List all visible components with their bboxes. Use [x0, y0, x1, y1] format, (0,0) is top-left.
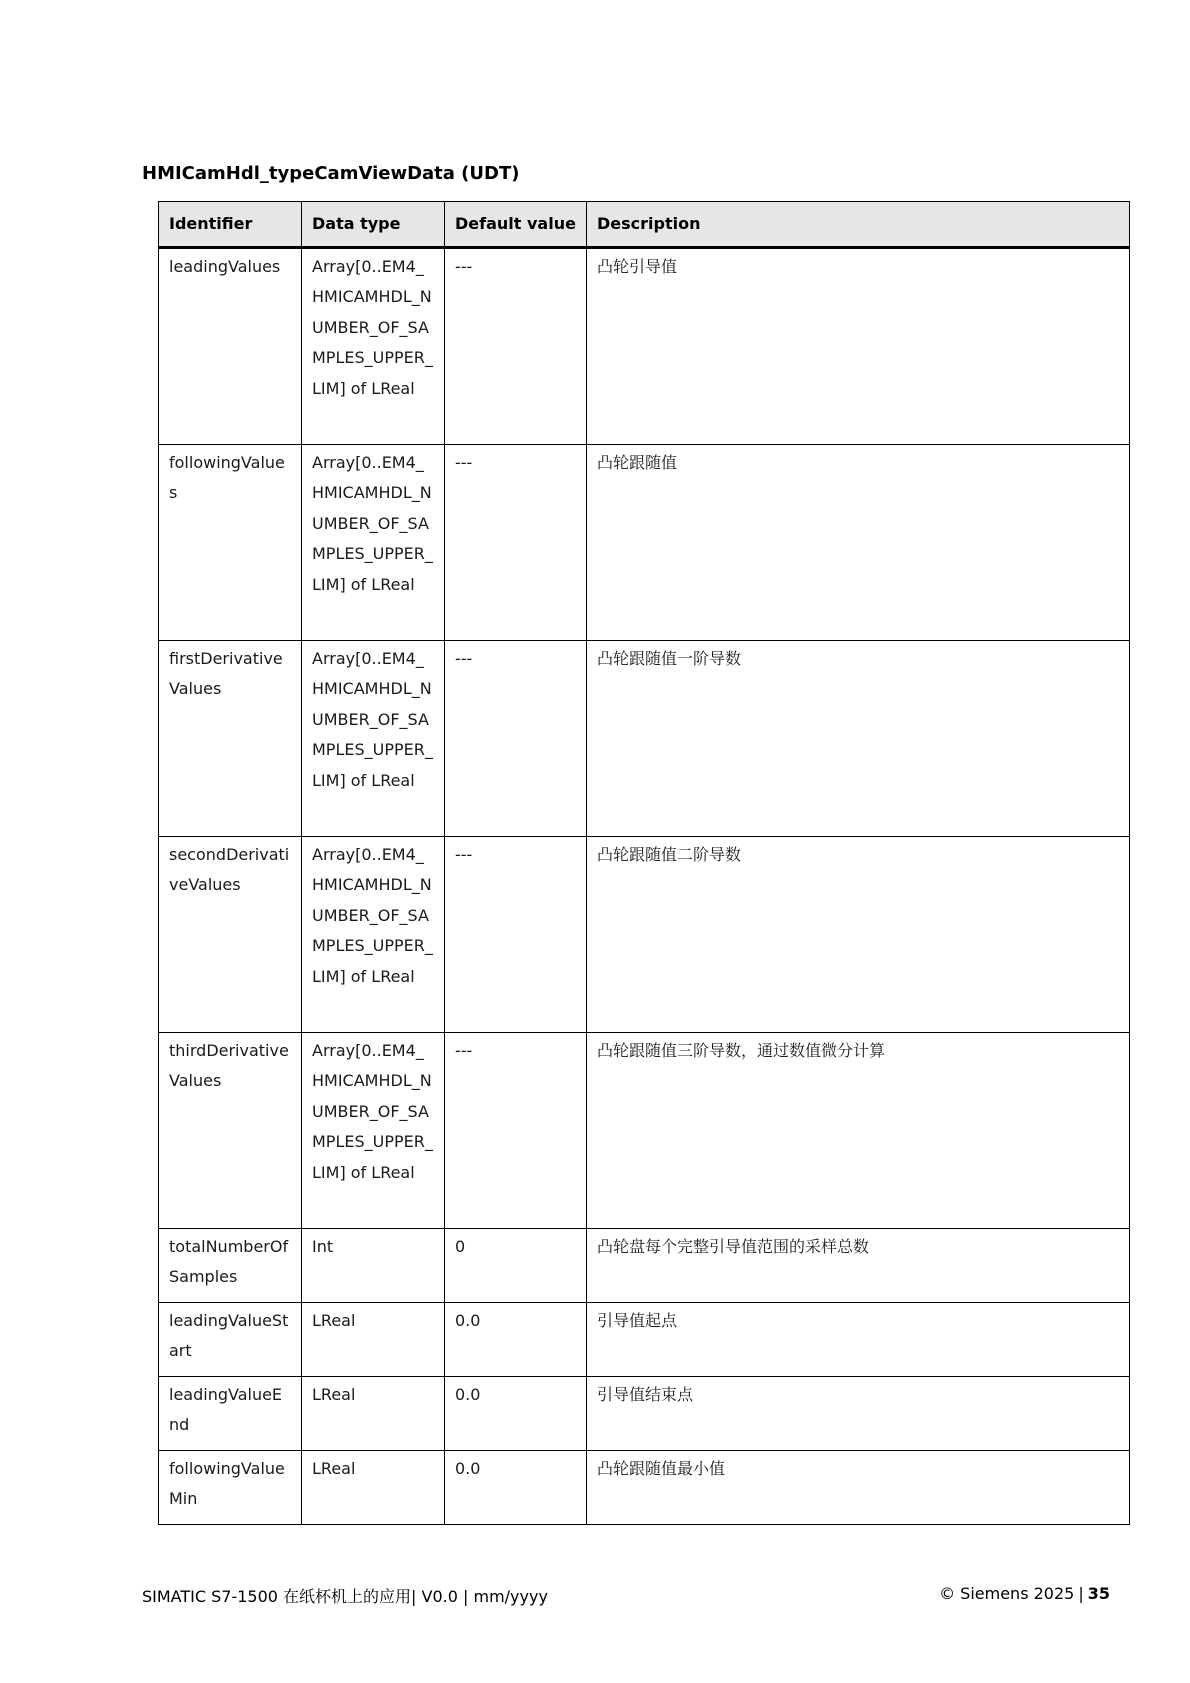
cell-description: 凸轮跟随值三阶导数，通过数值微分计算 — [587, 1033, 1130, 1229]
cell-data-type: Array[0..EM4_HMICAMHDL_NUMBER_OF_SAMPLES_UPPER_LIM] of LReal — [302, 1033, 445, 1229]
cell-identifier: leadingValueStart — [159, 1303, 302, 1377]
section-title: HMICamHdl_typeCamViewData (UDT) — [142, 163, 520, 184]
cell-description: 凸轮跟随值二阶导数 — [587, 837, 1130, 1033]
cell-description: 凸轮引导值 — [587, 248, 1130, 445]
header-default-value: Default value — [445, 202, 587, 248]
cell-default-value: --- — [445, 248, 587, 445]
page-number: 35 — [1087, 1584, 1110, 1603]
cell-description: 引导值结束点 — [587, 1377, 1130, 1451]
cell-data-type: LReal — [302, 1451, 445, 1525]
cell-data-type: LReal — [302, 1303, 445, 1377]
cell-identifier: leadingValueEnd — [159, 1377, 302, 1451]
cell-identifier: firstDerivativeValues — [159, 641, 302, 837]
cell-data-type: Array[0..EM4_HMICAMHDL_NUMBER_OF_SAMPLES_UPPER_LIM] of LReal — [302, 641, 445, 837]
cell-identifier: followingValueMin — [159, 1451, 302, 1525]
cell-identifier: secondDerivativeValues — [159, 837, 302, 1033]
footer-copyright: © Siemens 2025 — [939, 1584, 1075, 1603]
cell-default-value: --- — [445, 641, 587, 837]
cell-default-value: 0.0 — [445, 1451, 587, 1525]
cell-data-type: Array[0..EM4_HMICAMHDL_NUMBER_OF_SAMPLES_UPPER_LIM] of LReal — [302, 445, 445, 641]
cell-identifier: thirdDerivativeValues — [159, 1033, 302, 1229]
cell-description: 凸轮跟随值最小值 — [587, 1451, 1130, 1525]
cell-default-value: --- — [445, 837, 587, 1033]
cell-description: 凸轮跟随值 — [587, 445, 1130, 641]
cell-description: 凸轮盘每个完整引导值范围的采样总数 — [587, 1229, 1130, 1303]
table-row — [159, 1229, 1130, 1303]
table-row — [159, 1377, 1130, 1451]
table-row — [159, 1303, 1130, 1377]
cell-identifier: leadingValues — [159, 248, 302, 445]
cell-data-type: Array[0..EM4_HMICAMHDL_NUMBER_OF_SAMPLES_UPPER_LIM] of LReal — [302, 248, 445, 445]
cell-identifier: followingValues — [159, 445, 302, 641]
table-row — [159, 248, 1130, 445]
cell-identifier: totalNumberOfSamples — [159, 1229, 302, 1303]
cell-default-value: --- — [445, 1033, 587, 1229]
cell-default-value: 0.0 — [445, 1377, 587, 1451]
footer-document-info: SIMATIC S7-1500 在纸杯机上的应用| V0.0 | mm/yyyy — [142, 1587, 548, 1606]
table-header-row — [159, 202, 1130, 248]
header-data-type: Data type — [302, 202, 445, 248]
header-identifier: Identifier — [159, 202, 302, 248]
cell-default-value: 0 — [445, 1229, 587, 1303]
table-row — [159, 1451, 1130, 1525]
cell-default-value: 0.0 — [445, 1303, 587, 1377]
cell-data-type: Int — [302, 1229, 445, 1303]
table-row — [159, 445, 1130, 641]
cell-data-type: LReal — [302, 1377, 445, 1451]
cell-default-value: --- — [445, 445, 587, 641]
footer-copyright-block — [939, 1584, 1110, 1603]
cell-description: 引导值起点 — [587, 1303, 1130, 1377]
cell-data-type: Array[0..EM4_HMICAMHDL_NUMBER_OF_SAMPLES_UPPER_LIM] of LReal — [302, 837, 445, 1033]
table-row — [159, 837, 1130, 1033]
udt-table — [158, 201, 1130, 1525]
header-description: Description — [587, 202, 1130, 248]
cell-description: 凸轮跟随值一阶导数 — [587, 641, 1130, 837]
footer-separator: | — [1078, 1584, 1084, 1603]
table-row — [159, 1033, 1130, 1229]
table-row — [159, 641, 1130, 837]
